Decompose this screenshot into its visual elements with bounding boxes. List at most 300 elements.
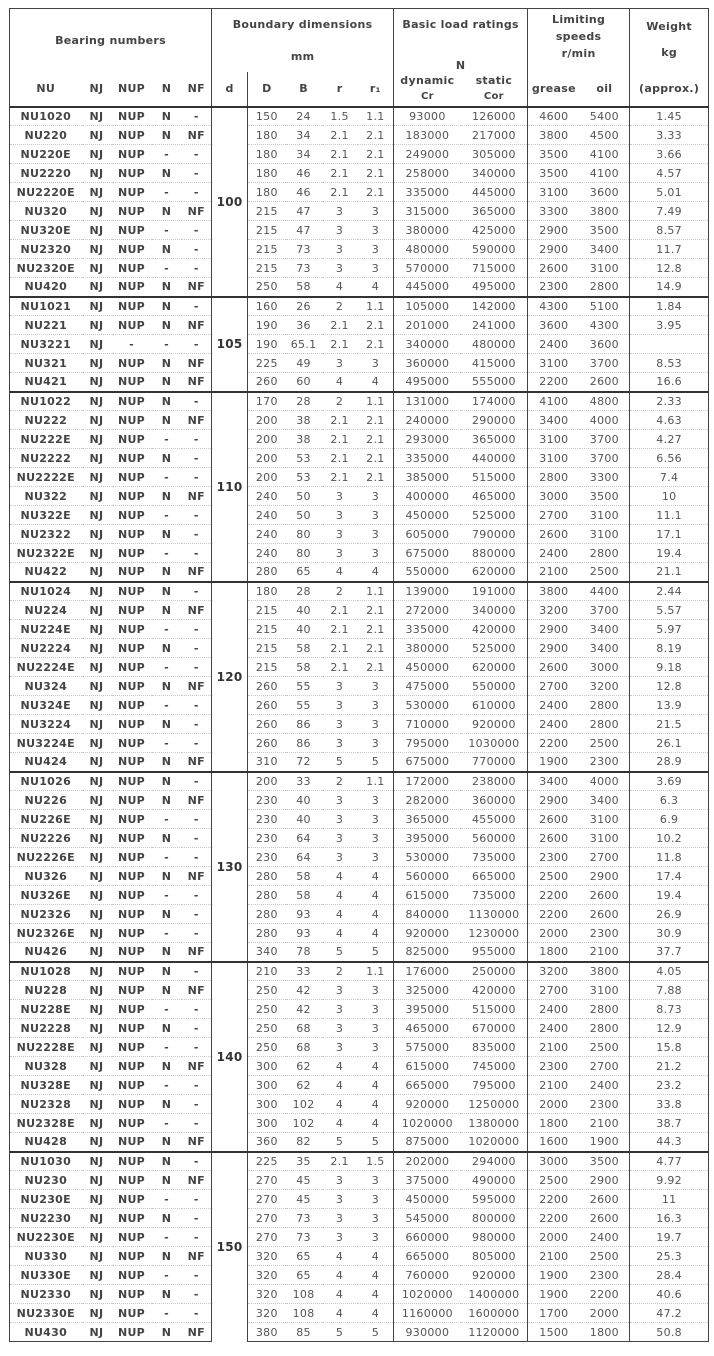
cell-weight: 16.6 <box>630 373 709 392</box>
cell-r: 3 <box>322 1038 358 1057</box>
cell-D: 320 <box>248 1266 286 1285</box>
cell-static: 480000 <box>461 335 528 354</box>
cell-weight: 16.3 <box>630 1209 709 1228</box>
col-dynamic <box>394 72 461 107</box>
cell-r1: 3 <box>358 506 394 525</box>
cell-nj: NJ <box>82 221 112 240</box>
cell-D: 320 <box>248 1247 286 1266</box>
cell-n: N <box>152 373 182 392</box>
cell-r: 3 <box>322 525 358 544</box>
cell-static: 670000 <box>461 1019 528 1038</box>
cell-weight: 12.8 <box>630 259 709 278</box>
cell-nj: NJ <box>82 905 112 924</box>
cell-nf: NF <box>182 354 212 373</box>
cell-nf: - <box>182 449 212 468</box>
cell-nu: NU228E <box>10 1000 82 1019</box>
cell-grease: 2700 <box>528 981 580 1000</box>
cell-B: 73 <box>286 240 322 259</box>
cell-D: 180 <box>248 145 286 164</box>
cell-oil: 2600 <box>580 886 630 905</box>
cell-D: 260 <box>248 373 286 392</box>
cell-weight: 26.1 <box>630 734 709 753</box>
cell-weight: 21.5 <box>630 715 709 734</box>
cell-static: 1230000 <box>461 924 528 943</box>
cell-grease: 3000 <box>528 1152 580 1171</box>
cell-r: 4 <box>322 1076 358 1095</box>
cell-r1: 4 <box>358 1247 394 1266</box>
cell-weight: 11.1 <box>630 506 709 525</box>
cell-grease: 2300 <box>528 1057 580 1076</box>
table-row <box>10 1209 709 1228</box>
static-symbol: Cor <box>483 91 504 102</box>
cell-dynamic: 615000 <box>394 886 461 905</box>
cell-nj: NJ <box>82 1000 112 1019</box>
cell-nu: NU320 <box>10 202 82 221</box>
cell-nup: NUP <box>112 696 152 715</box>
cell-static: 955000 <box>461 943 528 962</box>
cell-D: 200 <box>248 411 286 430</box>
cell-nu: NU2330 <box>10 1285 82 1304</box>
col-nj: NJ <box>89 82 104 95</box>
cell-oil: 2400 <box>580 1228 630 1247</box>
cell-nup: NUP <box>112 1209 152 1228</box>
cell-D: 240 <box>248 487 286 506</box>
cell-D: 240 <box>248 544 286 563</box>
table-row <box>10 1152 709 1171</box>
cell-nf: - <box>182 810 212 829</box>
cell-r1: 5 <box>358 1133 394 1152</box>
cell-oil: 3100 <box>580 506 630 525</box>
cell-nf: - <box>182 1000 212 1019</box>
cell-r: 2.1 <box>322 601 358 620</box>
cell-grease: 1500 <box>528 1323 580 1342</box>
cell-weight: 10.2 <box>630 829 709 848</box>
cell-D: 200 <box>248 468 286 487</box>
cell-r: 4 <box>322 924 358 943</box>
cell-B: 47 <box>286 221 322 240</box>
bore-diameter-cell: 105 <box>212 297 248 392</box>
cell-dynamic: 395000 <box>394 1000 461 1019</box>
cell-r1: 3 <box>358 848 394 867</box>
cell-grease: 2500 <box>528 867 580 886</box>
cell-grease: 2900 <box>528 639 580 658</box>
weight-unit: kg <box>661 46 678 60</box>
cell-nup: NUP <box>112 449 152 468</box>
cell-r1: 3 <box>358 240 394 259</box>
cell-weight: 38.7 <box>630 1114 709 1133</box>
col-nf: NF <box>182 72 212 107</box>
table-row <box>10 829 709 848</box>
cell-dynamic: 475000 <box>394 677 461 696</box>
cell-nf: NF <box>182 943 212 962</box>
cell-nu: NU226 <box>10 791 82 810</box>
cell-r1: 3 <box>358 791 394 810</box>
cell-nup: NUP <box>112 1247 152 1266</box>
cell-n: N <box>152 791 182 810</box>
cell-oil: 3600 <box>580 335 630 354</box>
cell-B: 53 <box>286 449 322 468</box>
cell-n: N <box>152 278 182 297</box>
cell-r: 2.1 <box>322 430 358 449</box>
cell-dynamic: 920000 <box>394 924 461 943</box>
cell-r: 3 <box>322 829 358 848</box>
cell-oil: 3600 <box>580 183 630 202</box>
cell-grease: 2200 <box>528 905 580 924</box>
cell-nu: NU221 <box>10 316 82 335</box>
cell-r: 2.1 <box>322 335 358 354</box>
cell-dynamic: 675000 <box>394 544 461 563</box>
cell-B: 62 <box>286 1057 322 1076</box>
cell-r: 3 <box>322 487 358 506</box>
cell-oil: 2500 <box>580 1247 630 1266</box>
cell-dynamic: 258000 <box>394 164 461 183</box>
cell-oil: 3700 <box>580 354 630 373</box>
cell-B: 28 <box>286 582 322 601</box>
cell-nup: NUP <box>112 848 152 867</box>
cell-n: - <box>152 259 182 278</box>
cell-r: 2.1 <box>322 411 358 430</box>
cell-grease: 2200 <box>528 1209 580 1228</box>
cell-grease: 3500 <box>528 164 580 183</box>
cell-nf: - <box>182 145 212 164</box>
cell-static: 420000 <box>461 620 528 639</box>
cell-B: 34 <box>286 126 322 145</box>
cell-nj: NJ <box>82 1209 112 1228</box>
cell-n: N <box>152 1057 182 1076</box>
cell-nj: NJ <box>82 677 112 696</box>
cell-nj: NJ <box>82 278 112 297</box>
cell-D: 190 <box>248 316 286 335</box>
cell-dynamic: 675000 <box>394 753 461 772</box>
cell-nup: NUP <box>112 240 152 259</box>
cell-D: 260 <box>248 696 286 715</box>
cell-D: 270 <box>248 1209 286 1228</box>
cell-oil: 1900 <box>580 1133 630 1152</box>
cell-nup: NUP <box>112 829 152 848</box>
cell-nup: NUP <box>112 1000 152 1019</box>
cell-nu: NU428 <box>10 1133 82 1152</box>
cell-r1: 3 <box>358 1228 394 1247</box>
cell-B: 82 <box>286 1133 322 1152</box>
table-row <box>10 1133 709 1152</box>
cell-oil: 2600 <box>580 373 630 392</box>
cell-D: 240 <box>248 525 286 544</box>
cell-nup: NUP <box>112 1152 152 1171</box>
cell-B: 65 <box>286 1247 322 1266</box>
cell-nf: - <box>182 1114 212 1133</box>
cell-nu: NU2222E <box>10 468 82 487</box>
cell-r1: 4 <box>358 563 394 582</box>
cell-nj: NJ <box>82 1247 112 1266</box>
cell-dynamic: 202000 <box>394 1152 461 1171</box>
col-d: d <box>212 72 248 107</box>
cell-dynamic: 575000 <box>394 1038 461 1057</box>
cell-nj: NJ <box>82 1285 112 1304</box>
cell-r1: 2.1 <box>358 183 394 202</box>
cell-oil: 2700 <box>580 848 630 867</box>
cell-nf: NF <box>182 487 212 506</box>
cell-oil: 3400 <box>580 240 630 259</box>
cell-nj: NJ <box>82 981 112 1000</box>
cell-r1: 2.1 <box>358 145 394 164</box>
cell-nf: - <box>182 658 212 677</box>
cell-r: 3 <box>322 696 358 715</box>
col-static <box>461 72 528 107</box>
table-row <box>10 791 709 810</box>
table-row <box>10 715 709 734</box>
cell-nu: NU328 <box>10 1057 82 1076</box>
cell-nu: NU2322 <box>10 525 82 544</box>
cell-D: 180 <box>248 183 286 202</box>
cell-nup: NUP <box>112 658 152 677</box>
cell-nj: NJ <box>82 164 112 183</box>
cell-static: 1250000 <box>461 1095 528 1114</box>
cell-nj: NJ <box>82 1266 112 1285</box>
cell-grease: 2700 <box>528 506 580 525</box>
cell-nup: NUP <box>112 639 152 658</box>
cell-r: 4 <box>322 1095 358 1114</box>
table-row <box>10 525 709 544</box>
cell-nu: NU324 <box>10 677 82 696</box>
cell-static: 415000 <box>461 354 528 373</box>
cell-nup: NUP <box>112 962 152 981</box>
cell-oil: 3700 <box>580 449 630 468</box>
cell-n: N <box>152 772 182 791</box>
cell-nup: NUP <box>112 354 152 373</box>
table-row <box>10 848 709 867</box>
cell-nu: NU228 <box>10 981 82 1000</box>
cell-dynamic: 272000 <box>394 601 461 620</box>
cell-r: 5 <box>322 943 358 962</box>
cell-nf: NF <box>182 278 212 297</box>
cell-B: 46 <box>286 164 322 183</box>
cell-oil: 3700 <box>580 601 630 620</box>
cell-n: - <box>152 145 182 164</box>
cell-n: - <box>152 1114 182 1133</box>
cell-nf: - <box>182 506 212 525</box>
cell-B: 85 <box>286 1323 322 1342</box>
cell-static: 790000 <box>461 525 528 544</box>
cell-D: 215 <box>248 202 286 221</box>
cell-static: 880000 <box>461 544 528 563</box>
cell-static: 340000 <box>461 164 528 183</box>
cell-grease: 2400 <box>528 335 580 354</box>
cell-nu: NU1021 <box>10 297 82 316</box>
cell-D: 320 <box>248 1304 286 1323</box>
cell-nf: - <box>182 715 212 734</box>
cell-oil: 2000 <box>580 1304 630 1323</box>
cell-dynamic: 445000 <box>394 278 461 297</box>
cell-nf: NF <box>182 411 212 430</box>
cell-nf: - <box>182 696 212 715</box>
cell-nu: NU420 <box>10 278 82 297</box>
cell-nu: NU421 <box>10 373 82 392</box>
cell-r1: 2.1 <box>358 468 394 487</box>
cell-oil: 3100 <box>580 829 630 848</box>
cell-nf: - <box>182 430 212 449</box>
cell-n: N <box>152 867 182 886</box>
cell-n: N <box>152 525 182 544</box>
cell-nu: NU2230E <box>10 1228 82 1247</box>
cell-r: 5 <box>322 753 358 772</box>
cell-r: 2.1 <box>322 449 358 468</box>
cell-nf: - <box>182 1152 212 1171</box>
col-nu: NU <box>10 72 82 107</box>
cell-weight: 47.2 <box>630 1304 709 1323</box>
cell-weight: 7.49 <box>630 202 709 221</box>
cell-oil: 3300 <box>580 468 630 487</box>
cell-r: 4 <box>322 278 358 297</box>
cell-dynamic: 795000 <box>394 734 461 753</box>
cell-r: 3 <box>322 1228 358 1247</box>
cell-r: 3 <box>322 791 358 810</box>
load-unit: N <box>394 41 528 72</box>
table-row <box>10 962 709 981</box>
cell-n: - <box>152 1000 182 1019</box>
cell-dynamic: 375000 <box>394 1171 461 1190</box>
cell-n: - <box>152 335 182 354</box>
cell-grease: 2900 <box>528 791 580 810</box>
cell-nup: NUP <box>112 1038 152 1057</box>
cell-r1: 2.1 <box>358 620 394 639</box>
cell-n: - <box>152 506 182 525</box>
cell-r1: 3 <box>358 202 394 221</box>
cell-D: 300 <box>248 1076 286 1095</box>
cell-nu: NU224E <box>10 620 82 639</box>
cell-nu: NU330E <box>10 1266 82 1285</box>
cell-nj: NJ <box>82 1171 112 1190</box>
cell-nf: - <box>182 924 212 943</box>
cell-grease: 3200 <box>528 601 580 620</box>
cell-B: 58 <box>286 867 322 886</box>
cell-nj: NJ <box>82 126 112 145</box>
cell-nf: NF <box>182 1171 212 1190</box>
cell-nu: NU2228 <box>10 1019 82 1038</box>
cell-oil: 2800 <box>580 715 630 734</box>
cell-r: 3 <box>322 715 358 734</box>
cell-nf: - <box>182 221 212 240</box>
cell-nu: NU2220E <box>10 183 82 202</box>
load-ratings-header: Basic load ratings <box>394 9 528 41</box>
cell-r: 3 <box>322 544 358 563</box>
cell-grease: 4600 <box>528 107 580 126</box>
cell-nf: - <box>182 1190 212 1209</box>
cell-D: 160 <box>248 297 286 316</box>
cell-weight: 4.57 <box>630 164 709 183</box>
cell-nj: NJ <box>82 810 112 829</box>
cell-B: 45 <box>286 1190 322 1209</box>
cell-r1: 2.1 <box>358 126 394 145</box>
cell-nj: NJ <box>82 544 112 563</box>
cell-grease: 3100 <box>528 430 580 449</box>
cell-static: 238000 <box>461 772 528 791</box>
table-row <box>10 639 709 658</box>
cell-r1: 2.1 <box>358 658 394 677</box>
table-row <box>10 354 709 373</box>
cell-static: 590000 <box>461 240 528 259</box>
cell-dynamic: 875000 <box>394 1133 461 1152</box>
cell-D: 270 <box>248 1171 286 1190</box>
cell-nu: NU1028 <box>10 962 82 981</box>
boundary-unit: mm <box>212 41 394 72</box>
cell-static: 745000 <box>461 1057 528 1076</box>
table-row <box>10 487 709 506</box>
cell-D: 340 <box>248 943 286 962</box>
cell-weight: 30.9 <box>630 924 709 943</box>
cell-oil: 2200 <box>580 1285 630 1304</box>
cell-nf: - <box>182 962 212 981</box>
cell-oil: 2500 <box>580 1038 630 1057</box>
cell-B: 55 <box>286 677 322 696</box>
table-row <box>10 297 709 316</box>
cell-grease: 3500 <box>528 145 580 164</box>
cell-static: 1600000 <box>461 1304 528 1323</box>
cell-r: 2 <box>322 392 358 411</box>
cell-nj: NJ <box>82 259 112 278</box>
table-row <box>10 316 709 335</box>
cell-grease: 2400 <box>528 1019 580 1038</box>
cell-r1: 3 <box>358 1190 394 1209</box>
cell-static: 365000 <box>461 202 528 221</box>
cell-static: 465000 <box>461 487 528 506</box>
cell-B: 42 <box>286 1000 322 1019</box>
cell-nf: NF <box>182 1247 212 1266</box>
cell-nup: NUP <box>112 905 152 924</box>
cell-r: 2 <box>322 297 358 316</box>
cell-nup: NUP <box>112 563 152 582</box>
cell-n: - <box>152 848 182 867</box>
cell-weight: 7.4 <box>630 468 709 487</box>
cell-B: 65 <box>286 1266 322 1285</box>
cell-nu: NU226E <box>10 810 82 829</box>
cell-static: 665000 <box>461 867 528 886</box>
cell-static: 360000 <box>461 791 528 810</box>
cell-n: N <box>152 962 182 981</box>
cell-r1: 5 <box>358 1323 394 1342</box>
cell-r1: 1.5 <box>358 1152 394 1171</box>
cell-nj: NJ <box>82 1228 112 1247</box>
cell-weight: 2.44 <box>630 582 709 601</box>
cell-n: N <box>152 240 182 259</box>
cell-B: 26 <box>286 297 322 316</box>
cell-nu: NU424 <box>10 753 82 772</box>
cell-dynamic: 930000 <box>394 1323 461 1342</box>
cell-r: 3 <box>322 848 358 867</box>
limiting-speeds-header <box>528 9 630 72</box>
cell-grease: 2100 <box>528 1076 580 1095</box>
cell-oil: 4500 <box>580 126 630 145</box>
cell-nj: NJ <box>82 867 112 886</box>
cell-static: 735000 <box>461 848 528 867</box>
table-row <box>10 1323 709 1342</box>
cell-grease: 2200 <box>528 1190 580 1209</box>
cell-grease: 2900 <box>528 221 580 240</box>
cell-D: 310 <box>248 753 286 772</box>
table-row <box>10 1171 709 1190</box>
cell-nu: NU1020 <box>10 107 82 126</box>
cell-oil: 2600 <box>580 1190 630 1209</box>
cell-n: N <box>152 354 182 373</box>
cell-nup: NUP <box>112 1095 152 1114</box>
cell-dynamic: 282000 <box>394 791 461 810</box>
cell-nu: NU2228E <box>10 1038 82 1057</box>
cell-nu: NU2322E <box>10 544 82 563</box>
table-header <box>10 9 709 107</box>
cell-dynamic: 340000 <box>394 335 461 354</box>
table-row <box>10 1266 709 1285</box>
cell-r: 2.1 <box>322 639 358 658</box>
cell-D: 250 <box>248 1000 286 1019</box>
